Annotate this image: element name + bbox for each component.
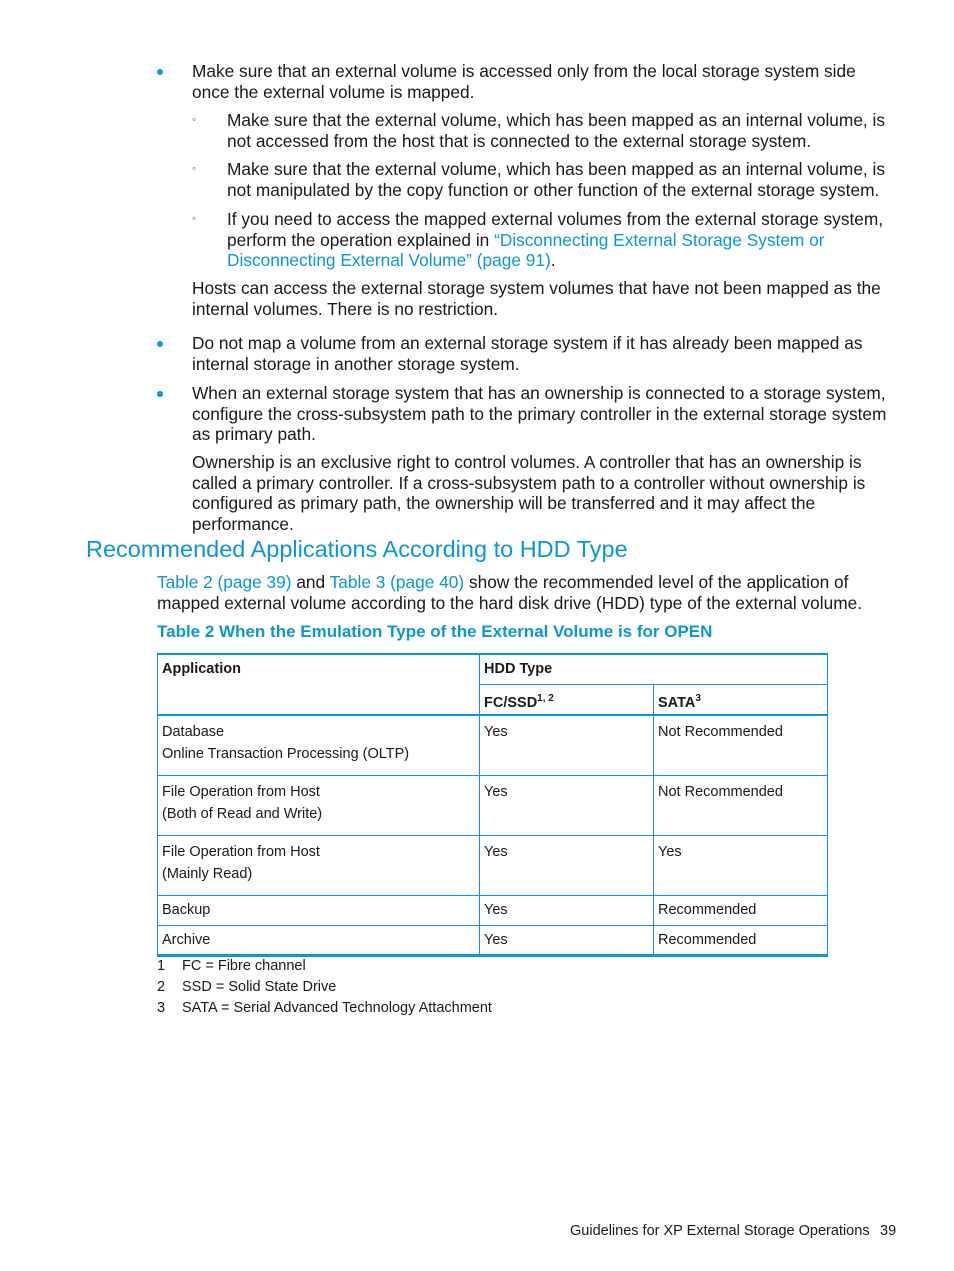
footnote [157,978,336,996]
bullet-dot [157,391,163,397]
application-cell: Backup [158,895,480,925]
application-cell [158,835,480,895]
application-detail: Online Transaction Processing (OLTP) [162,746,410,762]
header-application: Application [158,654,480,715]
footnote [157,957,306,975]
page-number: 39 [880,1223,897,1239]
footnote-number: 1 [157,958,166,974]
sub-bullet-marker: ◦ [192,211,197,225]
sata-cell: Recommended [654,895,828,925]
section-intro [157,572,872,613]
header-sata [654,684,828,715]
bullet-1-note: Hosts can access the external storage system volumes that have not been mapped as the internal volumes. There is no restriction. [192,278,881,319]
bullet-dot [157,69,163,75]
footnote-text: SSD = Solid State Drive [182,979,337,995]
bullet-3-text: When an external storage system that has an ownership is connected to a storage system, configure the cross-subsystem path to the primary controller in the external storage system as primary path. [192,383,887,445]
header-fc-ssd [480,684,654,715]
table-3-link[interactable]: Table 3 (page 40) [329,572,465,592]
application-name: File Operation from Host [162,843,320,860]
application-cell: Archive [158,925,480,955]
header-fc-ssd-footnote-ref: 1, 2 [537,692,554,704]
application-cell [158,775,480,835]
application-name: File Operation from Host [162,783,320,800]
fc-ssd-cell: Yes [480,835,654,895]
fc-ssd-cell: Yes [480,715,654,775]
header-hdd-type: HDD Type [480,654,828,684]
sata-cell: Recommended [654,925,828,955]
footnote-text: FC = Fibre channel [182,958,306,974]
application-detail: (Mainly Read) [162,865,253,882]
table-row [158,835,828,895]
intro-rest-text: show the recommended level of the application of mapped external volume according to the hard disk drive (HDD) type of the external volume. [157,572,863,613]
fc-ssd-cell: Yes [480,775,654,835]
footnote [157,999,492,1017]
table-row [158,715,828,775]
sata-cell: Yes [654,835,828,895]
sub-bullet-3-end: . [550,250,556,271]
header-sata-label: SATA [658,694,696,711]
intro-and-text: and [291,572,330,592]
bullet-3-note: Ownership is an exclusive right to control volumes. A controller that has an ownership is called a primary controller. If a cross-subsystem path to a controller without ownership is configured as primary path, the ownership will be transferred and it may affect the performance. [192,452,866,534]
sub-bullet-2-text: Make sure that the external volume, which has been mapped as an internal volume, is not manipulated by the copy function or other function of the external storage system. [227,159,886,200]
table-caption: Table 2 When the Emulation Type of the External Volume is for OPEN [157,622,713,641]
disconnecting-link[interactable]: “Disconnecting External Storage System or Disconnecting External Volume” (page 91) [227,229,825,271]
application-name: Database [162,724,225,740]
sata-cell: Not Recommended [654,775,828,835]
table-2-link[interactable]: Table 2 (page 39) [157,572,292,592]
hdd-type-table [157,653,828,957]
bullet-1-text: Make sure that an external volume is accessed only from the local storage system side once the external volume is mapped. [192,61,856,102]
sub-bullet-1-text: Make sure that the external volume, which has been mapped as an internal volume, is not accessed from the host that is connected to the external storage system. [227,110,886,151]
footnote-number: 3 [157,1000,166,1016]
fc-ssd-cell: Yes [480,895,654,925]
bullet-dot [157,341,163,347]
application-cell [158,715,480,775]
footnote-number: 2 [157,979,166,995]
sata-cell: Not Recommended [654,715,828,775]
sub-bullet-3-lead: If you need to access the mapped external volumes from the external storage system, perform the operation explained in [227,209,884,250]
sub-bullet-marker: ◦ [192,112,197,126]
sub-bullet-3-text [227,209,897,271]
application-detail: (Both of Read and Write) [162,805,323,822]
footnote-text: SATA = Serial Advanced Technology Attachment [182,1000,492,1016]
bullet-2-text: Do not map a volume from an external storage system if it has already been mapped as internal storage in another storage system. [192,333,863,374]
sub-bullet-marker: ◦ [192,161,197,175]
table-row [158,895,828,925]
header-sata-footnote-ref: 3 [695,692,701,704]
table-row [158,925,828,955]
table-row [158,775,828,835]
fc-ssd-cell: Yes [480,925,654,955]
footer-title: Guidelines for XP External Storage Operations [570,1223,870,1239]
section-heading: Recommended Applications According to HDD Type [86,536,628,562]
header-fc-ssd-label: FC/SSD [484,694,538,711]
